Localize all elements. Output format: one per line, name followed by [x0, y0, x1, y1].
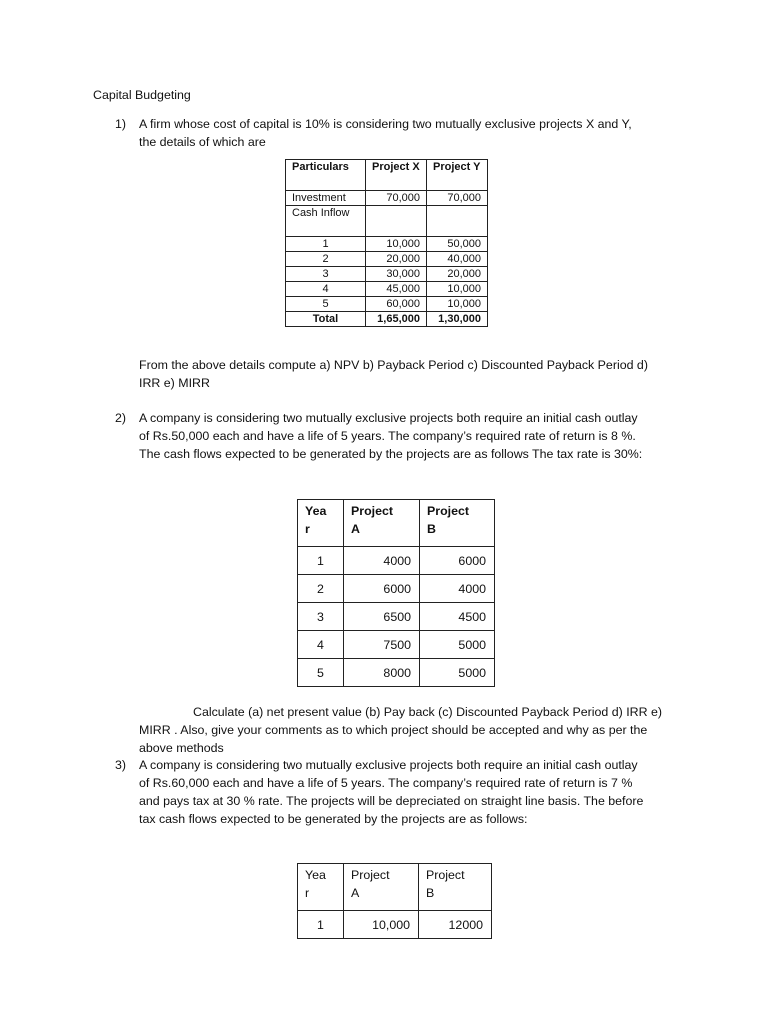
table-row-investment — [286, 191, 488, 206]
total-y: 1,30,000 — [427, 312, 488, 327]
total-label: Total — [286, 312, 366, 327]
header-year — [298, 500, 344, 547]
project-a-cell: 4000 — [344, 547, 420, 575]
year-cell: 3 — [298, 603, 344, 631]
year-cell: 1 — [286, 237, 366, 252]
q3-table — [297, 863, 492, 939]
investment-y: 70,000 — [427, 191, 488, 206]
project-b-cell: 6000 — [420, 547, 495, 575]
year-cell: 5 — [286, 297, 366, 312]
q1-after-line-1: From the above details compute a) NPV b) Payback Period c) Discounted Payback Period d) — [139, 358, 648, 372]
table-row-cash-inflow — [286, 206, 488, 237]
year-cell: 1 — [298, 547, 344, 575]
year-cell: 4 — [286, 282, 366, 297]
q2-table — [297, 499, 495, 687]
q3-text — [139, 756, 714, 828]
table-header-row — [298, 864, 492, 911]
project-a-cell: 8000 — [344, 659, 420, 687]
q3-line-3: and pays tax at 30 % rate. The projects will be depreciated on straight line basis. The before — [139, 794, 644, 808]
header-project-b — [420, 500, 495, 547]
cash-inflow-label: Cash Inflow — [286, 206, 366, 237]
table-header-row — [298, 500, 495, 547]
q2-after-line-1: Calculate (a) net present value (b) Pay back (c) Discounted Payback Period d) IRR e) — [193, 705, 662, 719]
project-x-cell: 30,000 — [366, 267, 427, 282]
project-x-cell: 20,000 — [366, 252, 427, 267]
table-row — [298, 575, 495, 603]
q3-line-2: of Rs.60,000 each and have a life of 5 years. The company’s required rate of return is 7 % — [139, 776, 633, 790]
q3-number: 3) — [115, 758, 127, 772]
q1-after-line-2: IRR e) MIRR — [139, 376, 210, 390]
project-x-cell: 10,000 — [366, 237, 427, 252]
table-row — [298, 547, 495, 575]
project-b-cell: 4000 — [420, 575, 495, 603]
q1-table — [285, 159, 488, 327]
q1-line-1: A firm whose cost of capital is 10% is considering two mutually exclusive projects X and Y, — [139, 117, 632, 131]
table-row — [286, 267, 488, 282]
project-a-cell: 7500 — [344, 631, 420, 659]
header-project-a — [344, 500, 420, 547]
total-x: 1,65,000 — [366, 312, 427, 327]
year-cell: 4 — [298, 631, 344, 659]
year-cell: 1 — [298, 911, 344, 939]
project-b-cell: 5000 — [420, 631, 495, 659]
q2-line-3: The cash flows expected to be generated by the projects are as follows The tax rate is 30%: — [139, 447, 643, 461]
header-particulars: Particulars — [286, 160, 366, 191]
project-y-cell: 10,000 — [427, 282, 488, 297]
table-row — [286, 297, 488, 312]
table-row — [298, 659, 495, 687]
q1-instructions — [139, 356, 699, 392]
table-row — [298, 911, 492, 939]
header-project-a-text: Project A — [351, 504, 394, 536]
project-b-cell: 12000 — [419, 911, 492, 939]
header-project-a-text: Project A — [351, 868, 390, 900]
table-row — [286, 282, 488, 297]
q1-number: 1) — [115, 117, 127, 131]
project-y-cell: 10,000 — [427, 297, 488, 312]
project-x-cell: 60,000 — [366, 297, 427, 312]
q2-line-1: A company is considering two mutually exclusive projects both require an initial cash outlay — [139, 411, 638, 425]
header-project-y: Project Y — [427, 160, 488, 191]
q2-after-line-3: above methods — [139, 741, 224, 755]
project-b-cell: 5000 — [420, 659, 495, 687]
header-project-b-text: Project B — [426, 868, 465, 900]
table-row — [298, 603, 495, 631]
investment-label: Investment — [286, 191, 366, 206]
page-title: Capital Budgeting — [93, 88, 191, 102]
project-b-cell: 4500 — [420, 603, 495, 631]
q2-text — [139, 409, 709, 463]
table-row — [298, 631, 495, 659]
q3-line-4: tax cash flows expected to be generated by the projects are as follows: — [139, 812, 528, 826]
q3-line-1: A company is considering two mutually exclusive projects both require an initial cash outlay — [139, 758, 638, 772]
project-y-cell: 40,000 — [427, 252, 488, 267]
project-y-cell: 20,000 — [427, 267, 488, 282]
header-year-text: Year — [305, 504, 327, 536]
year-cell: 2 — [286, 252, 366, 267]
header-project-x: Project X — [366, 160, 427, 191]
q1-text — [139, 115, 699, 151]
header-project-a — [344, 864, 419, 911]
project-a-cell: 10,000 — [344, 911, 419, 939]
project-y-cell: 50,000 — [427, 237, 488, 252]
year-cell: 2 — [298, 575, 344, 603]
cash-inflow-y-blank — [427, 206, 488, 237]
header-year — [298, 864, 344, 911]
q2-instructions — [139, 703, 714, 757]
year-cell: 3 — [286, 267, 366, 282]
table-row-total — [286, 312, 488, 327]
project-a-cell: 6000 — [344, 575, 420, 603]
header-year-text: Year — [305, 868, 326, 900]
header-project-b — [419, 864, 492, 911]
table-row — [286, 252, 488, 267]
header-project-b-text: Project B — [427, 504, 470, 536]
year-cell: 5 — [298, 659, 344, 687]
q2-after-line-2: MIRR . Also, give your comments as to which project should be accepted and why as per the — [139, 723, 648, 737]
project-a-cell: 6500 — [344, 603, 420, 631]
table-row — [286, 237, 488, 252]
cash-inflow-x-blank — [366, 206, 427, 237]
project-x-cell: 45,000 — [366, 282, 427, 297]
investment-x: 70,000 — [366, 191, 427, 206]
q2-line-2: of Rs.50,000 each and have a life of 5 years. The company’s required rate of return is 8 %. — [139, 429, 636, 443]
q2-number: 2) — [115, 411, 127, 425]
table-header-row — [286, 160, 488, 191]
q1-line-2: the details of which are — [139, 135, 266, 149]
